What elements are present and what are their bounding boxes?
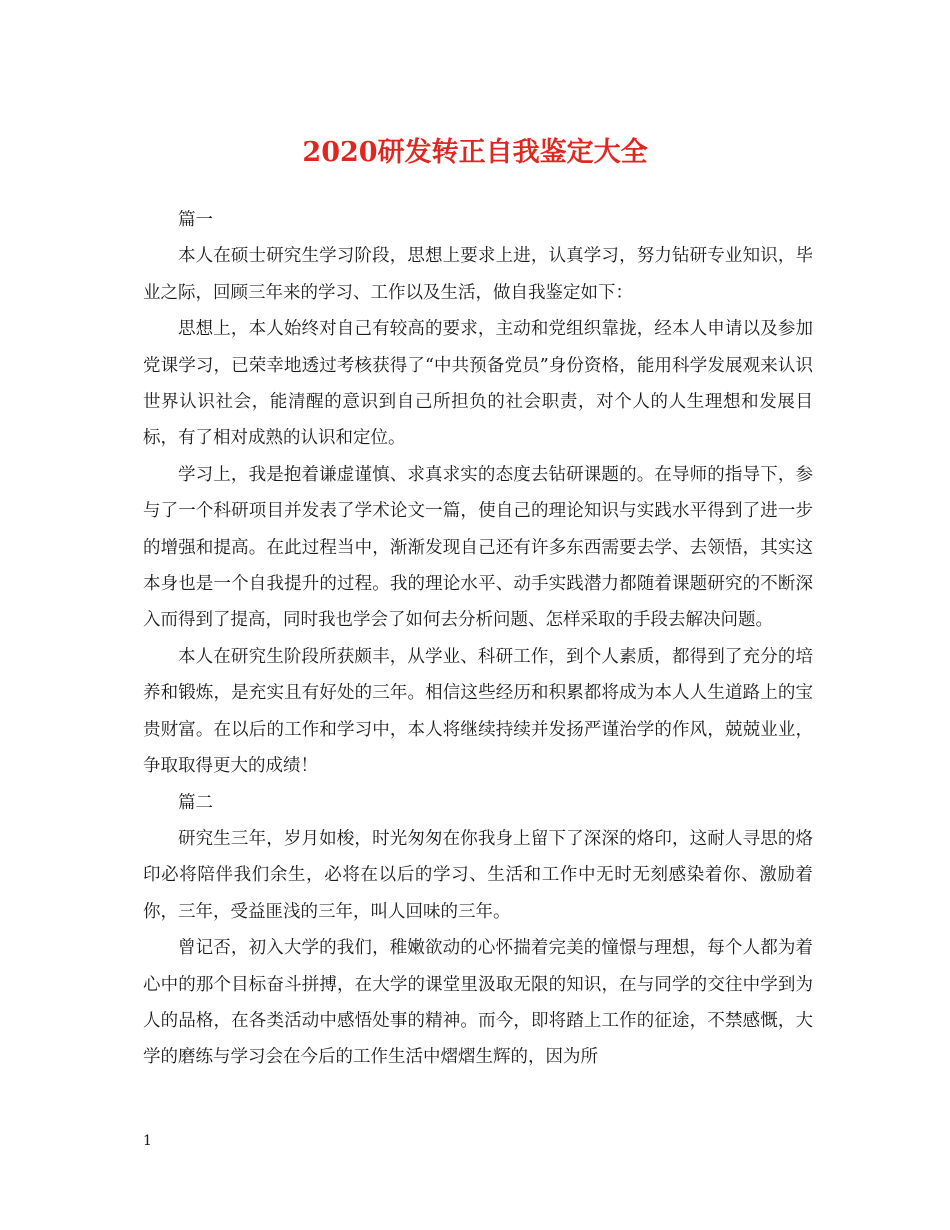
section-heading-1: 篇一 <box>178 210 213 230</box>
paragraph-thought: 思想上，本人始终对自己有较高的要求，主动和党组织靠拢，经本人申请以及参加党课学习，已荣幸地透过考核获得了“中共预备党员”身份资格，能用科学发展观来认识世界认识社会，能清醒的意识到自己所担负的社会职责，对个人的人生理想和发展目标，有了相对成熟的认识和定位。 <box>143 319 813 449</box>
page-number: 1 <box>143 1133 152 1149</box>
paragraph-intro: 本人在硕士研究生学习阶段，思想上要求上进，认真学习，努力钻研专业知识，毕业之际，回顾三年来的学习、工作以及生活，做自我鉴定如下： <box>143 246 813 303</box>
paragraph-years: 研究生三年，岁月如梭，时光匆匆在你我身上留下了深深的烙印，这耐人寻思的烙印必将陪伴我们余生，必将在以后的学习、生活和工作中无时无刻感染着你、激励着你，三年，受益匪浅的三年，叫人回味的三年。 <box>143 828 813 922</box>
document-title: 2020研发转正自我鉴定大全 <box>302 137 648 168</box>
document-body <box>143 202 813 1076</box>
paragraph-memory: 曾记否，初入大学的我们，稚嫩欲动的心怀揣着完美的憧憬与理想，每个人都为着心中的那个目标奋斗拼搏，在大学的课堂里汲取无限的知识，在与同学的交往中学到为人的品格，在各类活动中感悟处事的精神。而今，即将踏上工作的征途，不禁感慨，大学的磨练与学习会在今后的工作生活中熠熠生辉的，因为所 <box>143 938 813 1068</box>
paragraph-study: 学习上，我是抱着谦虚谨慎、求真求实的态度去钻研课题的。在导师的指导下，参与了一个科研项目并发表了学术论文一篇，使自己的理论知识与实践水平得到了进一步的增强和提高。在此过程当中，渐渐发现自己还有许多东西需要去学、去领悟，其实这本身也是一个自我提升的过程。我的理论水平、动手实践潜力都随着课题研究的不断深入而得到了提高，同时我也学会了如何去分析问题、怎样采取的手段去解决问题。 <box>143 464 813 631</box>
paragraph-summary: 本人在研究生阶段所获颇丰，从学业、科研工作，到个人素质，都得到了充分的培养和锻炼，是充实且有好处的三年。相信这些经历和积累都将成为本人人生道路上的宝贵财富。在以后的工作和学习中，本人将继续持续并发扬严谨治学的作风，兢兢业业，争取取得更大的成绩！ <box>143 646 813 777</box>
section-heading-2: 篇二 <box>178 792 213 813</box>
